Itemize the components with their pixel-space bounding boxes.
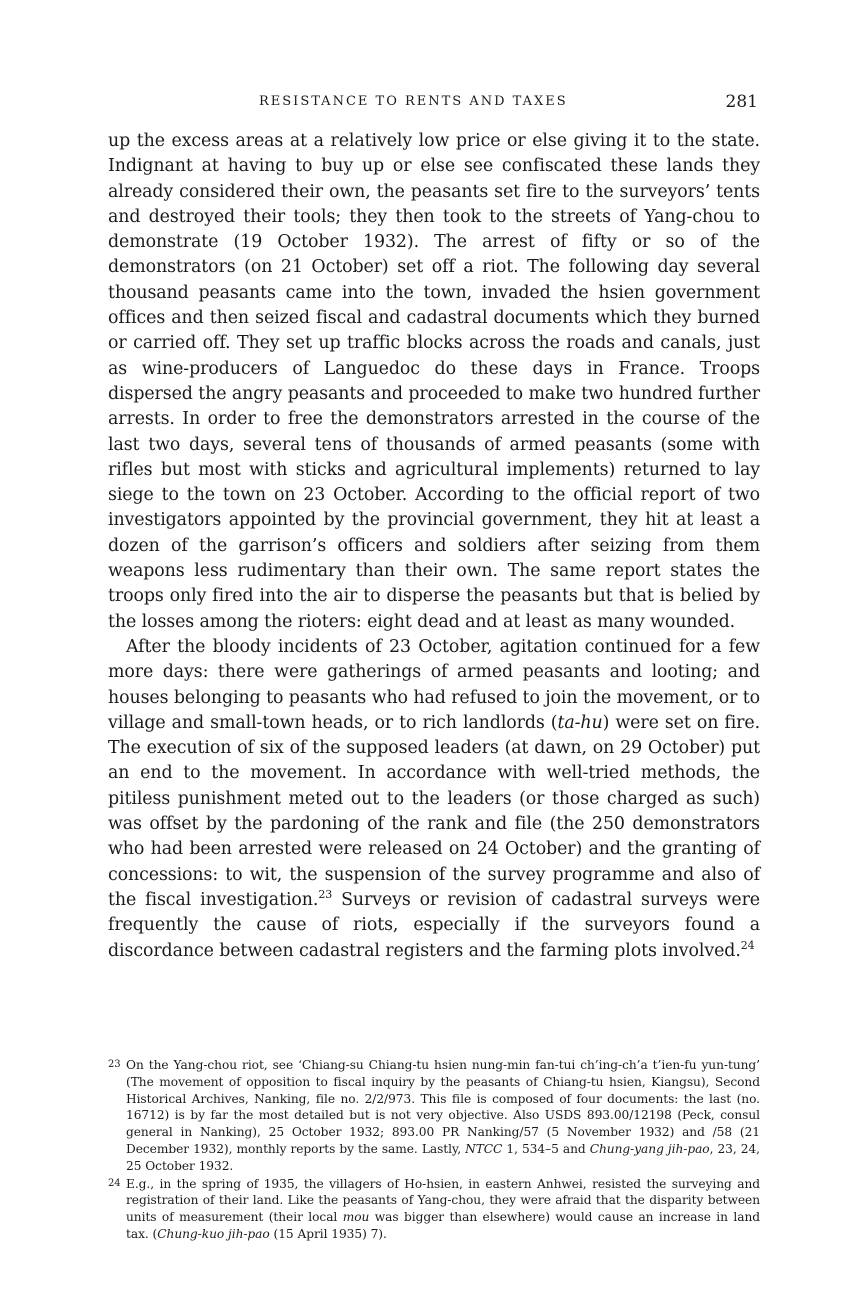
footnote-24: [108, 1176, 760, 1243]
footnote-text: 1, 534–5 and: [502, 1141, 590, 1156]
paragraph-2-text-a: After the bloody incidents of 23 October, agitation continued for a few more days: there were gatherings of armed peasants and looting; and houses belonging to peasants who had refused to join the movement, or to village and small-town heads, or to rich landlords (: [108, 636, 760, 733]
term-mou: mou: [342, 1210, 370, 1225]
paragraph-2-text-b: ) were set on fire. The execution of six of the supposed leaders (at dawn, on 29 October) put an end to the movement. In accordance with well-tried methods, the pitiless punishment meted out to the leaders (or those charged as such) was offset by the pardoning of the rank and file (the 250 demonstrators who had been arrested were released on 24 October) and the granting of concessions: to wit, the suspension of the survey programme and also of the fiscal investigation.: [108, 712, 760, 910]
footnote-ref-23[interactable]: 23: [318, 888, 333, 902]
footnote-text: E.g., in the spring of 1935, the villagers of Ho-hsien, in eastern Anhwei, resisted the surveying and registration of their land. Like the peasants of Yang-chou, they were afraid that the disparity between units of measurement (their local: [126, 1176, 760, 1225]
page-number: 281: [725, 92, 758, 112]
term-ta-hu: ta-hu: [557, 712, 603, 733]
footnote-source-italic: Chung-yang jih-pao: [589, 1141, 710, 1156]
paragraph-2: [108, 635, 760, 964]
footnote-ref-24[interactable]: 24: [740, 938, 755, 952]
footnotes: [108, 1057, 760, 1243]
footnote-number: 24: [108, 1177, 121, 1189]
main-text: [108, 129, 760, 964]
footnote-number: 23: [108, 1059, 121, 1070]
paragraph-2-text-c: Surveys or revision of cadastral surveys were frequently the cause of riots, especially if the surveyors found a discordance between cadastral registers and the farming plots involved.: [108, 889, 760, 961]
footnote-23: [108, 1057, 760, 1175]
page-header: [108, 92, 760, 116]
footnote-text: On the Yang-chou riot, see ‘Chiang-su Chiang-tu hsien nung-min fan-tui ch’ing-ch’a t’ien-fu yun-tung’ (The movement of opposition to fiscal inquiry by the peasants of Chiang-tu hsien, Kiangsu), Second Historical Archives, Nanking, file no. 2/2/973. This file is composed of four documents: the last (no. 16712) is by far the most detailed but is not very objective. Also USDS 893.00/12198 (Peck, consul general in Nanking), 25 October 1932; 893.00 PR Nanking/57 (5 November 1932) and /58 (21 December 1932), monthly reports by the same. Lastly,: [126, 1058, 760, 1156]
footnote-text: (15 April 1935) 7).: [269, 1226, 387, 1241]
running-head: RESISTANCE TO RENTS AND TAXES: [259, 94, 568, 109]
paragraph-1: up the excess areas at a relatively low price or else giving it to the state. Indignant at having to buy up or else see confiscated these lands they already considered their own, the peasants set fire to the surveyors’ tents and destroyed their tools; they then took to the streets of Yang-chou to demonstrate (19 October 1932). The arrest of fifty or so of the demonstrators (on 21 October) set off a riot. The following day several thousand peasants came into the town, invaded the hsien government offices and then seized fiscal and cadastral documents which they burned or carried off. They set up traffic blocks across the roads and canals, just as wine-producers of Languedoc do these days in France. Troops dispersed the angry peasants and proceeded to make two hundred further arrests. In order to free the demonstrators arrested in the course of the last two days, several tens of thousands of armed peasants (some with rifles but most with sticks and agricultural implements) returned to lay siege to the town on 23 October. According to the official report of two investigators appointed by the provincial government, they hit at least a dozen of the garrison’s officers and soldiers after seizing from them weapons less rudimentary than their own. The same report states the troops only fired into the air to disperse the peasants but that is belied by the losses among the rioters: eight dead and at least as many wounded.: [108, 131, 760, 632]
footnote-text: , 23, 24, 25 October 1932.: [126, 1141, 761, 1173]
footnote-text: was bigger than elsewhere) would cause an increase in land tax. (: [126, 1210, 761, 1241]
footnote-source-italic: NTCC: [465, 1141, 503, 1156]
footnote-source-italic: Chung-kuo jih-pao: [157, 1226, 270, 1241]
